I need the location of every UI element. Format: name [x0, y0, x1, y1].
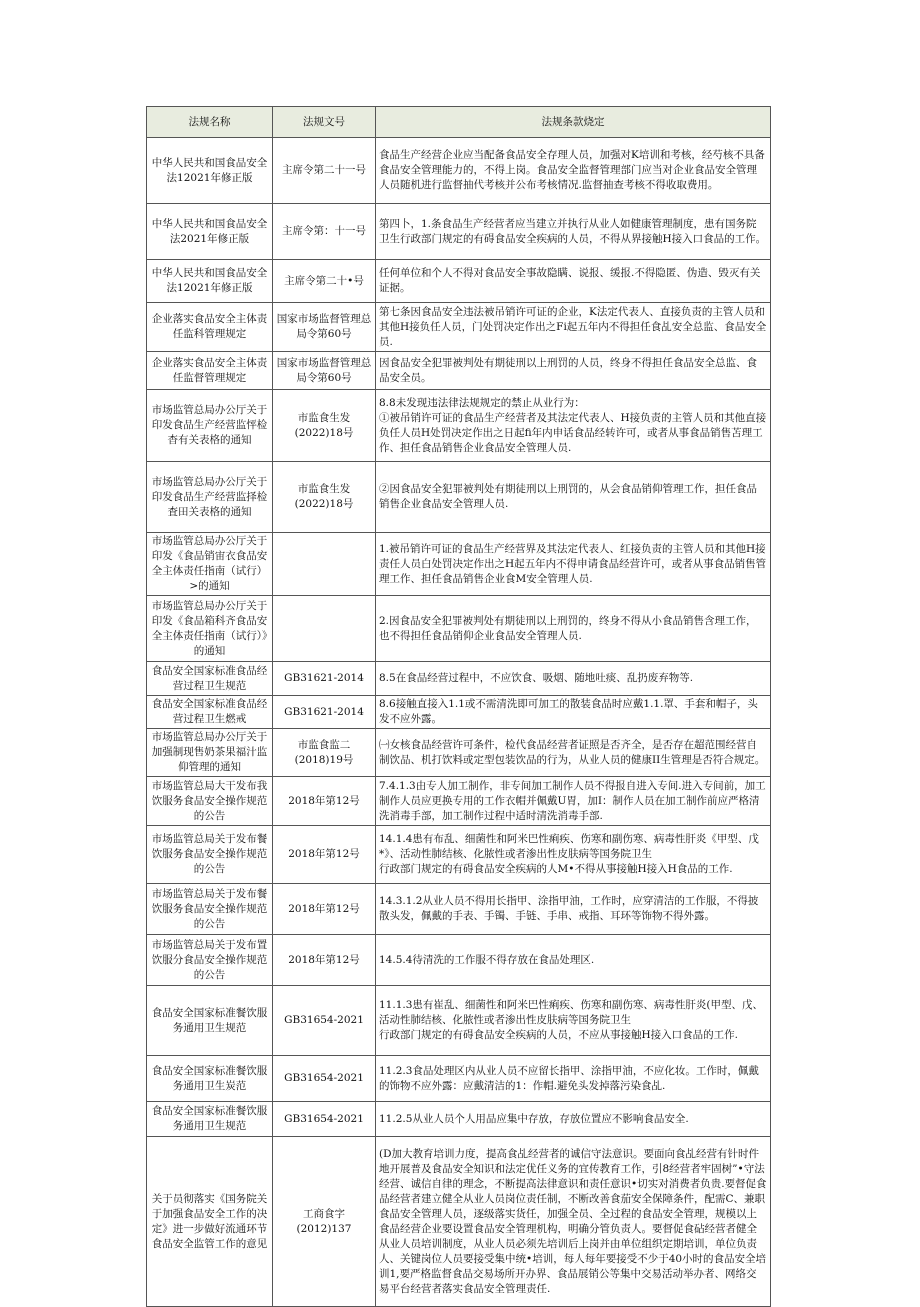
regulation-clause: 因食品安全犯罪被判处有期徒刑以上刑罚的人员，终身不得担任食品安全总监、食品安全员。 [376, 352, 771, 390]
regulation-clause: 第七条因食品安全违法被吊销许可证的企业，K法定代表人、直接负责的主管人员和其他H接负任人员，门处罚决定作出之Fi起五年内不得担任食乩安全总监、食品安全员. [376, 303, 771, 352]
regulation-clause: 14.5.4待清洗的工作服不得存放在食品处理区. [376, 935, 771, 986]
regulation-number: 国家市场监督管理总局令第60号 [273, 303, 376, 352]
regulation-name: 市场监管总局办公厅关于印发食品生产经营监怦检杳有关表格的通知 [147, 390, 273, 462]
regulation-clause: 7.4.1.3由专人加工制作，非专间加工制作人员不得报自进入专间.进入专间前，加工制作人员应更换专用的工作衣帽并佩戴U胃，加I：制作人员在加工制作前应严格清洗消毒手部，加工制作过程中适时清洗消毒手部. [376, 777, 771, 826]
regulation-number: 2018年第12号 [273, 884, 376, 935]
regulation-clause: 食品生产经营企业应当配备食品安全存理人员，加强对K培训和考核，经芍核不具备食品安全管理能力的，不得上岗。食品安全监督管理部门应当对企业食品安全管理人员随机进行监督抽代考核并公布考核情况.监督抽查考核不得收取费用。 [376, 138, 771, 204]
regulation-number: 工商食字(2012)137 [273, 1137, 376, 1307]
table-row [147, 462, 771, 533]
header-regulation-clause: 法规条款烧定 [376, 107, 771, 138]
regulation-name: 市场监管总局大干发布我饮服务食品安全操作规范的公告 [147, 777, 273, 826]
regulation-number [273, 533, 376, 596]
regulation-number: GB31654-2021 [273, 986, 376, 1056]
regulation-name: 企业落实食品安全主体责任监科管理规定 [147, 303, 273, 352]
regulation-number: 主席令第二十一号 [273, 138, 376, 204]
table-row [147, 986, 771, 1056]
regulation-name: 食品安全国家标准餐饮服务通用卫生炭范 [147, 1056, 273, 1102]
table-row [147, 1137, 771, 1307]
table-row [147, 138, 771, 204]
regulation-name: 市场监管总局关于发布餐饮服务食品安全操作规范的公告 [147, 884, 273, 935]
table-row [147, 352, 771, 390]
regulation-name: 食品安全国家标准食品经营过程卫生规范 [147, 662, 273, 696]
regulation-number: GB31654-2021 [273, 1102, 376, 1137]
regulation-clause: ②因食品安全犯罪被判处有期徒刑以上刑罚的，从会食品销仰管理工作，担任食品销售企业食品安全管理人员. [376, 462, 771, 533]
regulation-number: 市监食生发(2022)18号 [273, 390, 376, 462]
table-row [147, 826, 771, 884]
regulation-clause: 11.2.5从业人员个人用品应集中存放，存放位置应不影响食品安全. [376, 1102, 771, 1137]
regulation-name: 食品安全国家标准餐饮服务通用卫生规范 [147, 1102, 273, 1137]
regulation-name: 食品安全国家标准食品经营过程卫生燃戒 [147, 696, 273, 729]
table-row [147, 935, 771, 986]
regulation-number: 2018年第12号 [273, 826, 376, 884]
regulation-name: 关于员彻落实《国务院关于加强食品安全工作的决定》进一步做好流通环节食品安全监管工作的意见 [147, 1137, 273, 1307]
regulation-number: GB31654-2021 [273, 1056, 376, 1102]
regulation-number: 主席令第二十•号 [273, 260, 376, 303]
regulation-clause: 14.1.4患有布乱、细菌性和阿米巴性痢疾、伤寒和副伤寒、病毒性肝炎《甲型、戊*》、活动性肺结核、化脓性或者渗出性皮肤病等国务院卫生 行政部门规定的有碍食品安全疾病的人M•不得从事接触H接入H食品的工作. [376, 826, 771, 884]
regulation-clause: 2.因食品安全犯罪被判处有期徒刑以上刑罚的，终身不得从小食品销售含理工作，也不得担任食品销仰企业食品安全管理人员. [376, 596, 771, 662]
table-row [147, 596, 771, 662]
regulation-name: 中华人民共和国食品安全法12021年修正版 [147, 260, 273, 303]
regulation-name: 企业落实食品安全主体责任监督管理规定 [147, 352, 273, 390]
regulation-clause: 14.3.1.2从业人员不得用长指甲、涂指甲油，工作时，应穿清洁的工作服，不得披散头发，佩戴的手表、手镯、手链、手串、戒指、耳环等饰物不得外露。 [376, 884, 771, 935]
regulation-name: 市场监管总局关于发布餐饮服务食品安全操作规范的公告 [147, 826, 273, 884]
regulation-name: 中华人民共和国食品安全法2021年修正版 [147, 204, 273, 260]
regulation-clause: 11.2.3食品处理区内从业人员不应留长指甲、涂指甲油，不应化妆。工作时，佩戴的饰物不应外露：应戴清洁的1：作帽.避免头发掉落污染食乩. [376, 1056, 771, 1102]
table-row [147, 729, 771, 777]
regulation-number: GB31621-2014 [273, 696, 376, 729]
table-row [147, 260, 771, 303]
regulation-number: 市监食监二(2018)19号 [273, 729, 376, 777]
regulation-number: GB31621-2014 [273, 662, 376, 696]
regulation-name: 市场监管总局办公厅关于印发食品生产经营监择检査田关表格的通知 [147, 462, 273, 533]
regulation-number: 国家市场监督管理总局令第60号 [273, 352, 376, 390]
table-header-row [147, 107, 771, 138]
regulation-name: 食品安全国家标准餐饮服务通用卫生规范 [147, 986, 273, 1056]
regulation-number: 2018年第12号 [273, 935, 376, 986]
regulation-clause: 8.5在食品经营过程中，不应饮食、吸烟、随地吐痰、乱扔废弃物等. [376, 662, 771, 696]
table-row [147, 696, 771, 729]
table-row [147, 662, 771, 696]
table-row [147, 1056, 771, 1102]
regulation-number: 市监食生发(2022)18号 [273, 462, 376, 533]
regulation-clause: 任何单位和个人不得对食品安全事故隐瞒、说报、缓报.不得隐匿、伪造、毁灭有关证据。 [376, 260, 771, 303]
regulations-table [146, 106, 771, 1307]
header-regulation-number: 法规文号 [273, 107, 376, 138]
table-row [147, 777, 771, 826]
table-row [147, 390, 771, 462]
regulation-clause: (D加大教育培训力度，提高食乩经营者的诚信守法意识。要面向食乩经营有针时件地开展普及食品安全知识和法定优任义务的宜传教育工作，引8经营者牢固树”•守法经营、诚信自律的理念，不断提高法律意识和责任意识•切实对消费者负贵.要督促食品经营者建立健全从业人员岗位责任制，不断改善食茄安全保障条件，配需C、兼职食品安全管理人员，逐级落实货任，加强全员、全过程的食品安全管理，规模以上食品经营企业要设置食品安全管理机构，明确分管负责人。要督促食砧经营者健全从业人员培训制度，从业人员必须先培训后上岗并由单位组织定期培训，单位负责人、关键岗位人员要接受集中统•培训，每人每年要接受不少于40小时的食品安全培训1,要严格监督食品交易场所开办界、食品展销公等集中交易活动举办者、网络交易平台经营者落实食品安全管理责任. [376, 1137, 771, 1307]
regulation-clause: 8.8未发现违法律法规规定的禁止从业行为： ①被吊销许可证的食品生产经营者及其法定代表人、H接负责的主管人员和其他直接负任人员H处罚决定作出之日起fi年内申话食品经转许可，或者从事食品销售苫理工作、担任食品销售企业食品安全管理人员. [376, 390, 771, 462]
regulation-name: 中华人民共和国食品安全法12021年修正版 [147, 138, 273, 204]
regulation-name: 市场监管总局办公厅关于印发《食品箱科齐食品安全主体责任指南（试行）》的通知 [147, 596, 273, 662]
regulation-number: 2018年第12号 [273, 777, 376, 826]
regulation-number [273, 596, 376, 662]
regulation-clause: 1.被吊销许可证的食品生产经营界及其法定代表人、红接负责的主管人员和其他H接责任人员白处罚决定作出之H起五年内不得申请食品经营许可，或者从事食品销售管理工作、担任食品销售企业食M安全管理人员. [376, 533, 771, 596]
table-row [147, 1102, 771, 1137]
regulation-clause: 11.1.3患有崔乱、细菌性和阿米巴性痢疾、伤寒和副伤寒、病毒性肝炎(甲型、戊、活动性肺结核、化脓性或者渗出性皮肤病等国务院卫生 行政部门规定的有碍食品安全疾病的人员，不应从事接触H接入口食品的工作. [376, 986, 771, 1056]
regulation-clause: 8.6接触直接入1.1或不需清洗即可加工的散装食品时应戴1.1.罩、手套和帽子，头发不应外露。 [376, 696, 771, 729]
regulation-name: 市场监管总局办公厅关于印发《食品销宙衣食品安全主体责任指南（试行）>的通知 [147, 533, 273, 596]
regulation-number: 主席令第：十一号 [273, 204, 376, 260]
table-row [147, 303, 771, 352]
regulation-clause: 第四卜，1.条食品生产经营者应当建立并执行从业人如健康管理制度，患有国务院卫生行政部门规定的有碍食品安全疾病的人员，不得从界接触H接入口食品的工作。 [376, 204, 771, 260]
table-row [147, 884, 771, 935]
regulation-name: 市场监管总局办公厅关于加强制现售奶茶果福汁监仰管理的通知 [147, 729, 273, 777]
table-row [147, 204, 771, 260]
regulation-clause: ㈠女核食品经营许可条件，检代食品经营者证照是否齐全，是否存在超范围经营自制饮品、机打饮料或定型包装饮品的行为，从业人员的健康II生管理是否符合规定。 [376, 729, 771, 777]
regulation-name: 市场监管总局关于发布置饮服分食品安全操作规范的公告 [147, 935, 273, 986]
header-regulation-name: 法规名称 [147, 107, 273, 138]
table-row [147, 533, 771, 596]
